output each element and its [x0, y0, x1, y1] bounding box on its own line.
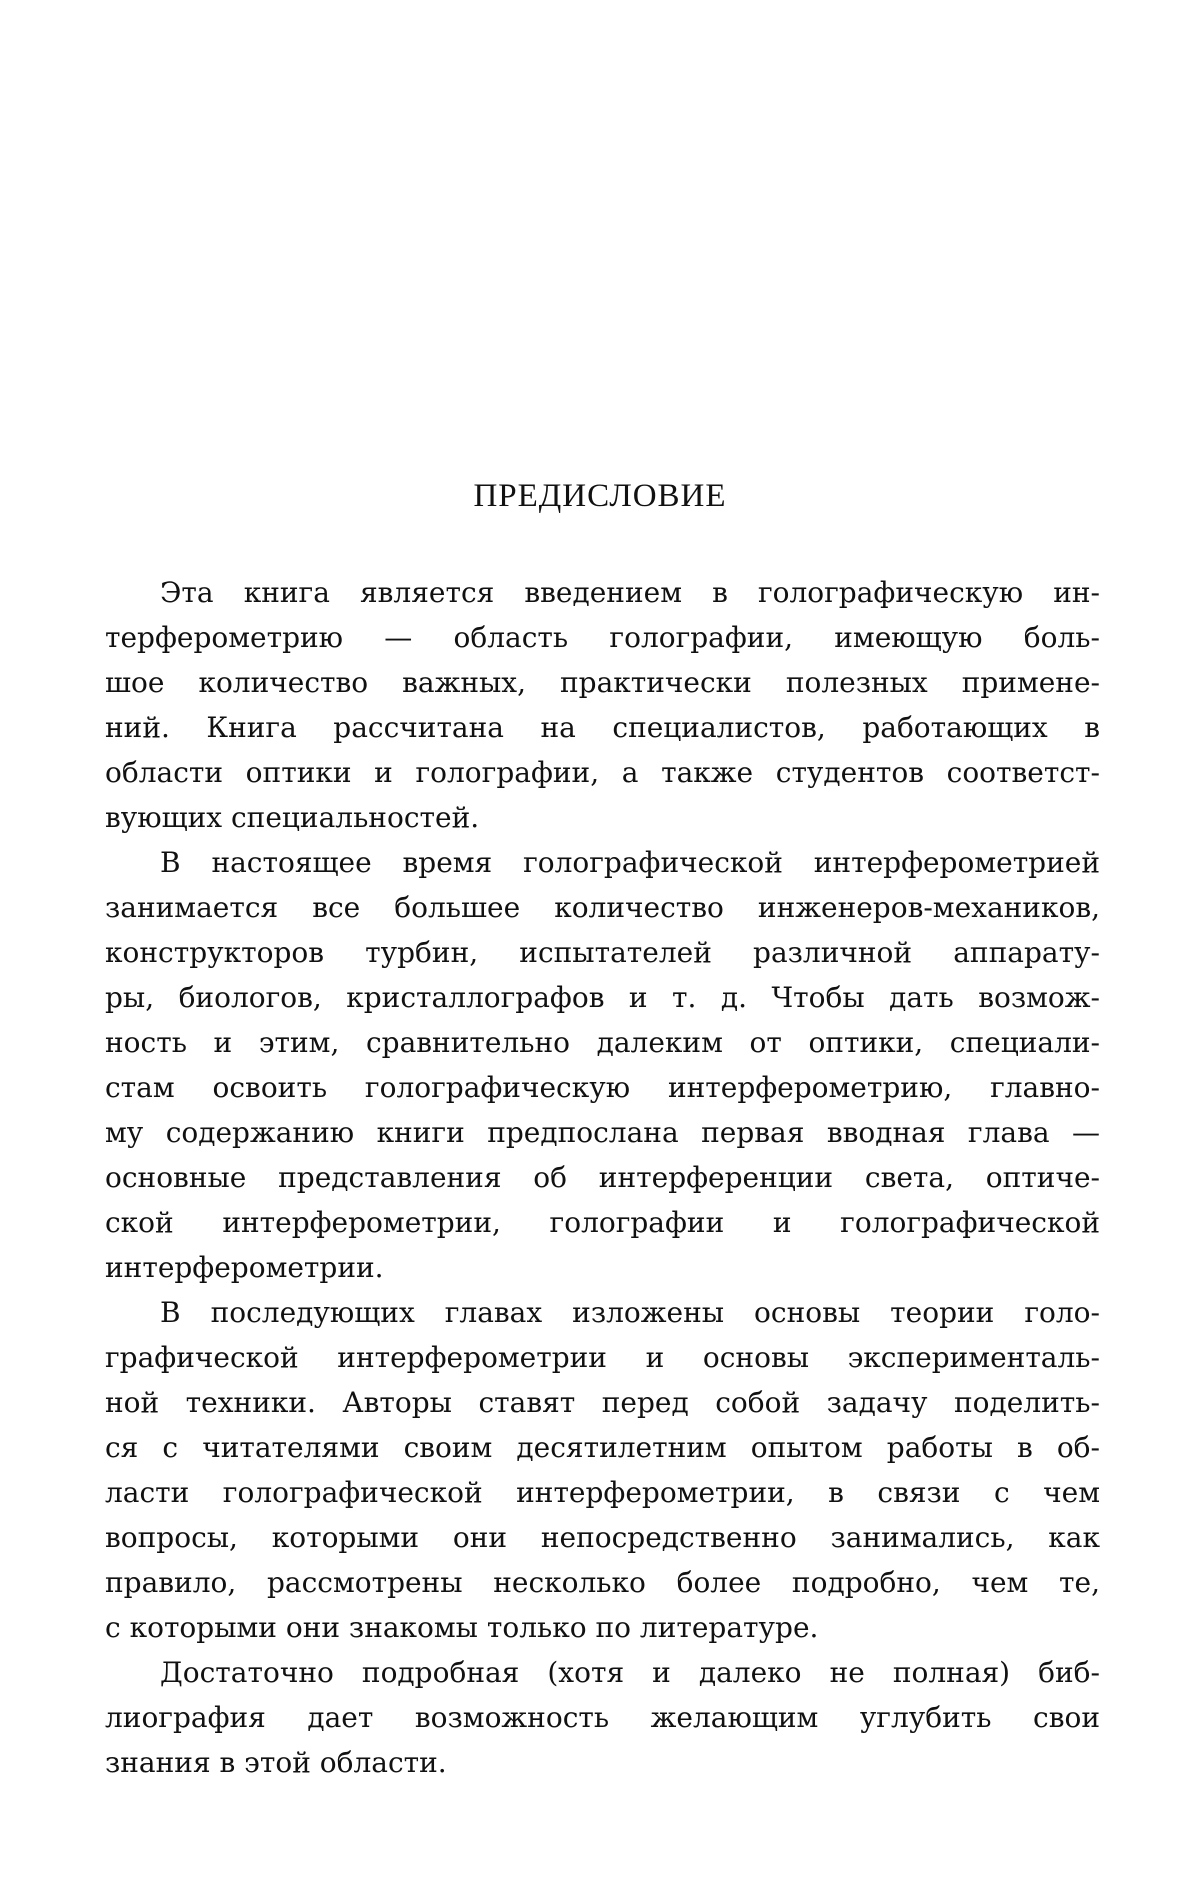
text-line: ры, биологов, кристаллографов и т. д. Чтобы дать возмож-: [105, 975, 1100, 1020]
page-title: ПРЕДИСЛОВИЕ: [0, 478, 1200, 515]
text-line: вопросы, которыми они непосредственно занимались, как: [105, 1515, 1100, 1560]
text-line: графической интерферометрии и основы эксперименталь-: [105, 1335, 1100, 1380]
text-line: Достаточно подробная (хотя и далеко не полная) биб-: [105, 1650, 1100, 1695]
text-line: терферометрию — область голографии, имеющую боль-: [105, 615, 1100, 660]
text-line: му содержанию книги предпослана первая вводная глава —: [105, 1110, 1100, 1155]
book-page: [0, 0, 1200, 1877]
text-line: ской интерферометрии, голографии и голографической: [105, 1200, 1100, 1245]
text-line: занимается все большее количество инженеров-механиков,: [105, 885, 1100, 930]
text-line: Эта книга является введением в голографическую ин-: [105, 570, 1100, 615]
text-line: ний. Книга рассчитана на специалистов, работающих в: [105, 705, 1100, 750]
text-line: ся с читателями своим десятилетним опытом работы в об-: [105, 1425, 1100, 1470]
text-line: ной техники. Авторы ставят перед собой задачу поделить-: [105, 1380, 1100, 1425]
text-line: интерферометрии.: [105, 1245, 1100, 1290]
text-line: ность и этим, сравнительно далеким от оптики, специали-: [105, 1020, 1100, 1065]
text-line: вующих специальностей.: [105, 795, 1100, 840]
text-line: В последующих главах изложены основы теории голо-: [105, 1290, 1100, 1335]
text-line: стам освоить голографическую интерферометрию, главно-: [105, 1065, 1100, 1110]
text-line: области оптики и голографии, а также студентов соответст-: [105, 750, 1100, 795]
text-line: конструкторов турбин, испытателей различной аппарату-: [105, 930, 1100, 975]
preface-body: [105, 570, 1100, 1785]
text-line: с которыми они знакомы только по литературе.: [105, 1605, 1100, 1650]
text-line: ласти голографической интерферометрии, в связи с чем: [105, 1470, 1100, 1515]
text-line: знания в этой области.: [105, 1740, 1100, 1785]
text-line: основные представления об интерференции света, оптиче-: [105, 1155, 1100, 1200]
text-line: шое количество важных, практически полезных примене-: [105, 660, 1100, 705]
text-line: правило, рассмотрены несколько более подробно, чем те,: [105, 1560, 1100, 1605]
text-line: лиография дает возможность желающим углубить свои: [105, 1695, 1100, 1740]
text-line: В настоящее время голографической интерферометрией: [105, 840, 1100, 885]
